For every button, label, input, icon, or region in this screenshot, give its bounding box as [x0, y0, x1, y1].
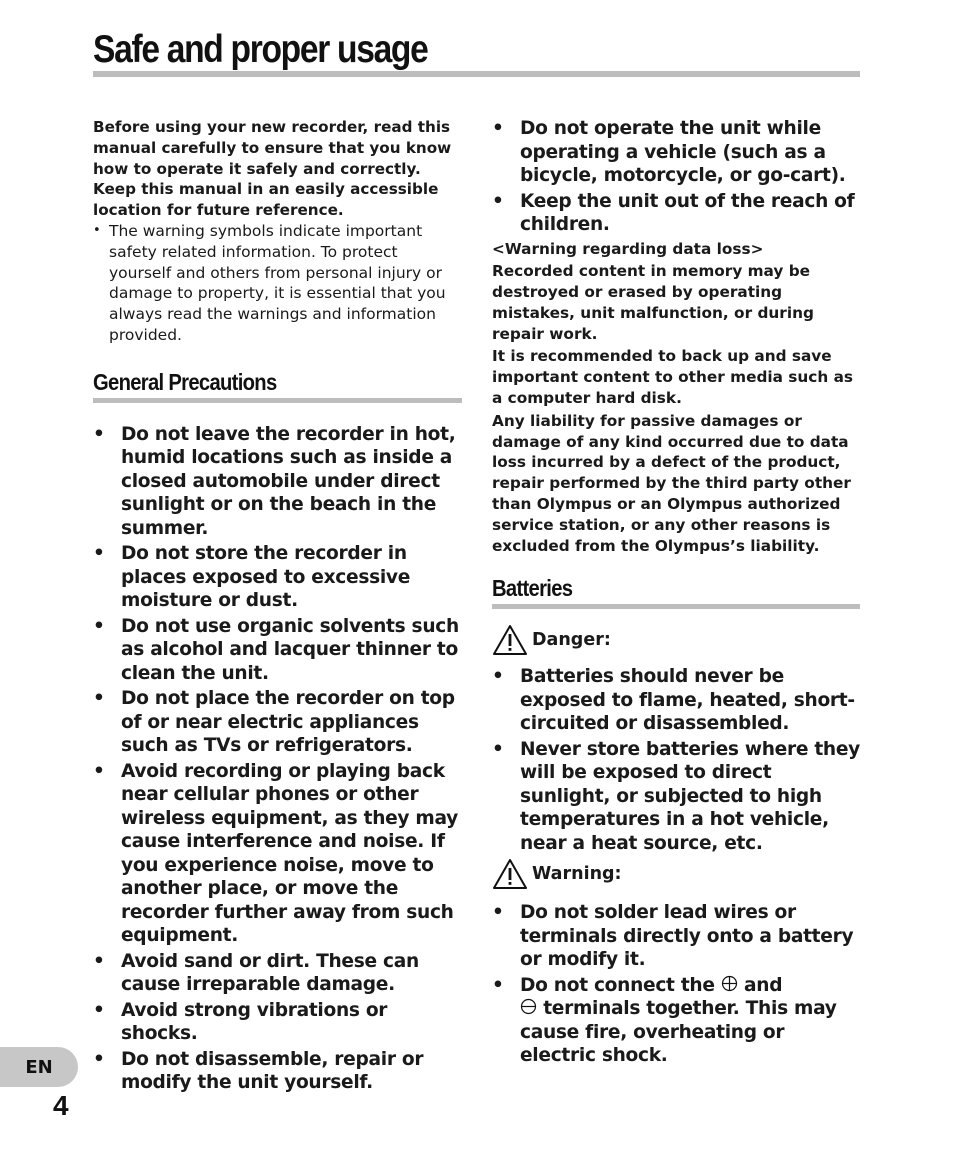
- list-item: • Never store batteries where they will be exposed to direct sunlight, or subjected to high temperatures in a hot vehicle, near a heat source, etc.: [492, 738, 861, 854]
- bullet: •: [492, 974, 504, 996]
- danger-label: Danger:: [532, 630, 611, 651]
- list-item: • Do not solder lead wires or terminals directly onto a battery or modify it.: [492, 902, 854, 971]
- bullet: •: [93, 543, 105, 565]
- title-underline: [93, 71, 860, 77]
- batteries-heading: Batteries: [492, 575, 573, 602]
- list-item: • Do not operate the unit while operating a vehicle (such as a bicycle, motorcycle, or go-cart).: [492, 118, 846, 186]
- warning-triangle-icon: [492, 624, 528, 656]
- page-number: 4: [53, 1090, 69, 1121]
- bullet: •: [93, 999, 105, 1021]
- list-item: • Avoid recording or playing back near cellular phones or other wireless equipment, as they may cause interference and noise. If you experience noise, move to another place, or move the recorder further away from such equipment.: [93, 760, 458, 947]
- left-column: [93, 117, 462, 1097]
- intro-note: • The warning symbols indicate important safety related information. To protect yourself and others from personal injury or damage to property, it is essential that you always read the warnings and information provided.: [93, 221, 462, 346]
- list-item: • Do not connect the and terminals together. This may cause fire, overheating or electric shock.: [492, 974, 837, 1067]
- right-column: [492, 117, 860, 1070]
- list-item: • Avoid sand or dirt. These can cause irreparable damage.: [93, 950, 419, 996]
- list-item: • Avoid strong vibrations or shocks.: [93, 999, 388, 1045]
- vehicle-children-list: [492, 117, 860, 237]
- bullet: •: [492, 738, 504, 760]
- list-item: • Do not leave the recorder in hot, humid locations such as inside a closed automobile under direct sunlight or on the beach in the summer.: [93, 423, 456, 539]
- language-badge: EN: [0, 1047, 78, 1087]
- warning-label: Warning:: [532, 864, 622, 885]
- bullet: •: [492, 118, 504, 139]
- list-item: • Do not store the recorder in places exposed to excessive moisture or dust.: [93, 543, 411, 612]
- intro-text: Before using your new recorder, read this manual carefully to ensure that you know how to operate it safely and correctly. Keep this manual in an easily accessible location for future reference.: [93, 118, 452, 220]
- data-loss-paragraph: Any liability for passive damages or damage of any kind occurred due to data loss incurred by a defect of the product, repair performed by the third party other than Olympus or an Olympus authorized service station, or any other reasons is excluded from the Olympus’s liability.: [492, 411, 851, 555]
- bullet: •: [492, 902, 504, 924]
- danger-callout: [492, 623, 860, 657]
- list-item: • Keep the unit out of the reach of children.: [492, 190, 855, 235]
- list-item: • Do not disassemble, repair or modify the unit yourself.: [93, 1048, 424, 1094]
- list-item: • Batteries should never be exposed to flame, heated, short-circuited or disassembled.: [492, 666, 855, 735]
- bullet: •: [93, 615, 105, 637]
- list-item: • Do not place the recorder on top of or near electric appliances such as TVs or refrigerators.: [93, 688, 455, 757]
- warning-triangle-icon: [492, 858, 528, 890]
- minus-terminal-icon: [520, 998, 537, 1015]
- warning-list: [492, 901, 860, 1068]
- bullet: •: [93, 423, 105, 445]
- page-title: Safe and proper usage: [93, 28, 428, 71]
- precautions-list: [93, 423, 462, 1095]
- list-item: • Do not use organic solvents such as alcohol and lacquer thinner to clean the unit.: [93, 615, 459, 684]
- section-rule: [492, 604, 860, 609]
- section-rule: [93, 398, 462, 403]
- bullet: •: [492, 190, 504, 212]
- data-loss-heading: <Warning regarding data loss>: [492, 239, 764, 258]
- plus-terminal-icon: [721, 975, 738, 992]
- bullet: •: [93, 688, 105, 710]
- bullet: •: [93, 950, 105, 972]
- batteries-section: [492, 574, 860, 609]
- bullet: •: [93, 760, 105, 782]
- danger-list: [492, 665, 860, 855]
- data-loss-paragraph: It is recommended to back up and save important content to other media such as a computer hard disk.: [492, 347, 853, 408]
- general-precautions-section: [93, 368, 462, 403]
- bullet: •: [93, 1048, 105, 1070]
- warning-callout: [492, 857, 860, 891]
- data-loss-paragraph: Recorded content in memory may be destroyed or erased by operating mistakes, unit malfunction, or during repair work.: [492, 262, 814, 343]
- general-precautions-heading: General Precautions: [93, 368, 277, 395]
- bullet: •: [492, 666, 504, 688]
